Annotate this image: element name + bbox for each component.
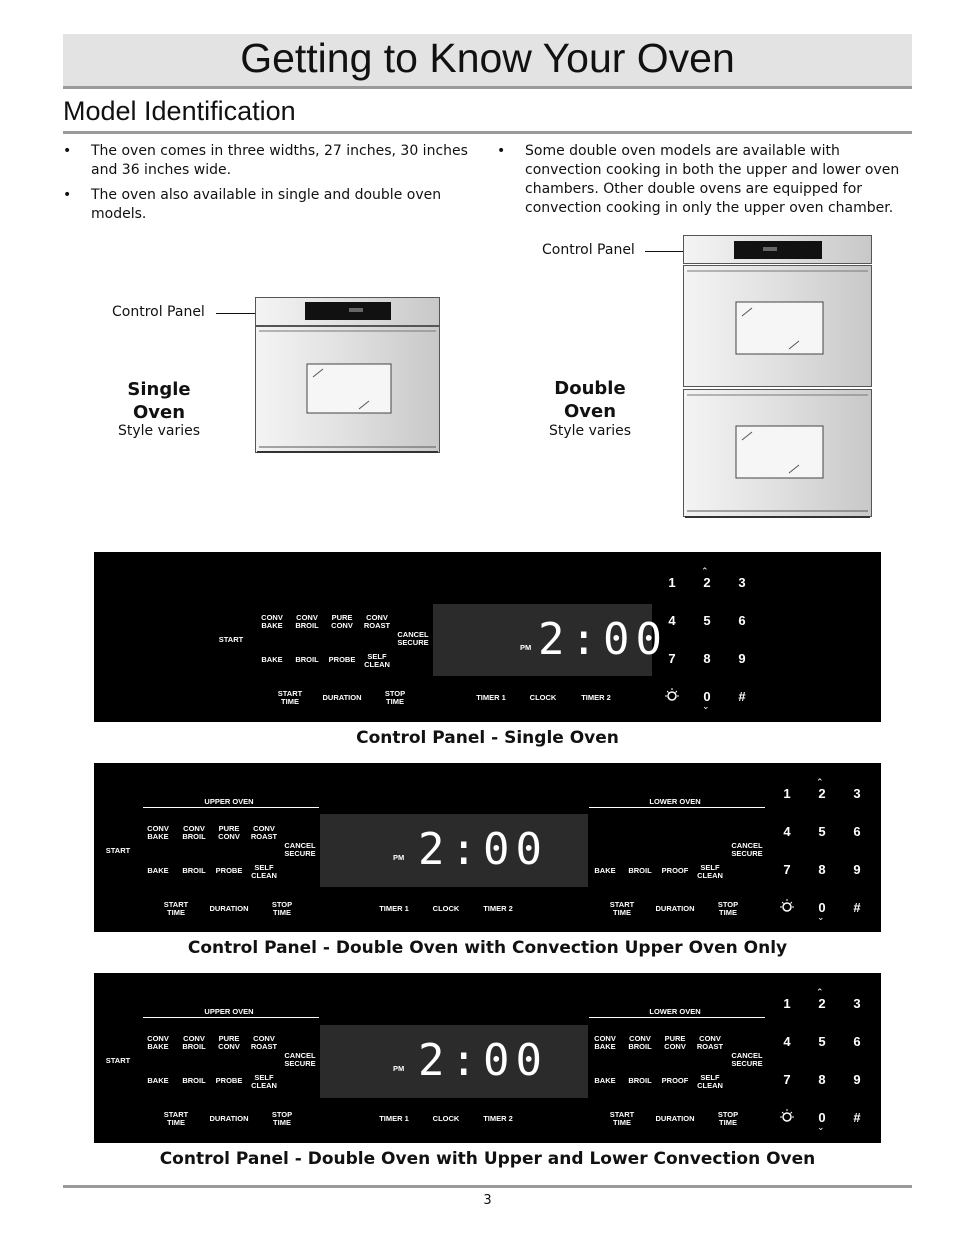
pure-conv-key[interactable]: PURE CONV: [218, 824, 240, 841]
page-title: Getting to Know Your Oven: [240, 35, 735, 81]
key-1[interactable]: 1: [783, 996, 791, 1011]
timer1-key[interactable]: TIMER 1: [379, 1114, 409, 1123]
up-arrow-icon: ⌃: [701, 566, 709, 576]
start-key[interactable]: START: [105, 1056, 131, 1065]
broil-key[interactable]: BROIL: [628, 866, 652, 875]
clock-display: 2:00: [418, 824, 548, 875]
double-oven-label: [530, 377, 650, 423]
key-0[interactable]: 0: [818, 900, 826, 915]
duration-key[interactable]: DURATION: [655, 904, 695, 913]
conv-broil-key[interactable]: CONV BROIL: [182, 1034, 206, 1051]
up-arrow-icon: ⌃: [816, 987, 824, 997]
key-8[interactable]: 8: [703, 651, 711, 666]
single-oven-label: [100, 378, 218, 424]
oven-name-line: Oven: [132, 402, 186, 423]
section-rule: [63, 131, 912, 134]
oven-name-line: Single: [127, 379, 191, 400]
down-arrow-icon: ⌄: [817, 912, 825, 922]
bullet-dot: •: [63, 143, 72, 159]
key-2[interactable]: 2: [818, 996, 826, 1011]
upper-oven-divider: [143, 1017, 319, 1018]
stop-time-key[interactable]: STOP TIME: [717, 900, 739, 917]
control-panel-double-both: [94, 973, 881, 1143]
bullet-text: The oven comes in three widths, 27 inches, 30 inches and 36 inches wide.: [91, 143, 468, 178]
page-number: 3: [483, 1193, 492, 1208]
double-oven-illustration: [683, 235, 873, 522]
key-5[interactable]: 5: [818, 1034, 826, 1049]
start-key[interactable]: START: [218, 635, 244, 644]
duration-key[interactable]: DURATION: [209, 904, 249, 913]
bullet-item: [63, 142, 483, 182]
control-panel-callout: Control Panel: [112, 304, 205, 320]
timer2-key[interactable]: TIMER 2: [483, 904, 513, 913]
conv-broil-key[interactable]: CONV BROIL: [182, 824, 206, 841]
key-0[interactable]: 0: [818, 1110, 826, 1125]
key-0[interactable]: 0: [703, 689, 711, 704]
key-9[interactable]: 9: [853, 1072, 861, 1087]
bullet-item: [497, 142, 912, 222]
bullet-dot: •: [63, 187, 72, 203]
broil-key[interactable]: BROIL: [182, 1076, 206, 1085]
key-7[interactable]: 7: [783, 1072, 791, 1087]
conv-roast-key[interactable]: CONV ROAST: [363, 613, 391, 630]
pure-conv-key[interactable]: PURE CONV: [664, 1034, 686, 1051]
cancel-secure-key[interactable]: CANCEL SECURE: [397, 630, 429, 647]
bake-key[interactable]: BAKE: [147, 1076, 169, 1085]
style-varies-note: Style varies: [117, 423, 201, 439]
conv-roast-key[interactable]: CONV ROAST: [696, 1034, 724, 1051]
panel-caption: Control Panel - Double Oven with Convection Upper Oven Only: [187, 938, 788, 958]
duration-key[interactable]: DURATION: [655, 1114, 695, 1123]
timer2-key[interactable]: TIMER 2: [483, 1114, 513, 1123]
key-1[interactable]: 1: [668, 575, 676, 590]
cancel-secure-key[interactable]: CANCEL SECURE: [731, 1051, 763, 1068]
key-4[interactable]: 4: [783, 824, 791, 839]
pm-indicator: PM: [393, 853, 405, 862]
timer1-key[interactable]: TIMER 1: [476, 693, 506, 702]
start-time-key[interactable]: START TIME: [609, 900, 635, 917]
conv-bake-key[interactable]: CONV BAKE: [261, 613, 283, 630]
key-9[interactable]: 9: [853, 862, 861, 877]
control-panel-single: [94, 552, 881, 722]
lower-oven-label: LOWER OVEN: [649, 1007, 701, 1016]
self-clean-key[interactable]: SELF CLEAN: [364, 652, 390, 669]
bullet-text: The oven also available in single and double oven models.: [91, 187, 442, 222]
key-8[interactable]: 8: [818, 862, 826, 877]
duration-key[interactable]: DURATION: [209, 1114, 249, 1123]
key-hash[interactable]: #: [738, 689, 746, 704]
oven-name-line: Double: [554, 378, 626, 399]
light-icon[interactable]: [664, 687, 680, 703]
key-6[interactable]: 6: [853, 824, 861, 839]
lower-oven-divider: [589, 807, 765, 808]
panel-caption: Control Panel - Double Oven with Upper and Lower Convection Oven: [159, 1149, 816, 1169]
upper-oven-label: UPPER OVEN: [204, 797, 254, 806]
key-3[interactable]: 3: [853, 786, 861, 801]
stop-time-key[interactable]: STOP TIME: [271, 1110, 293, 1127]
proof-key[interactable]: PROOF: [661, 1076, 689, 1085]
key-hash[interactable]: #: [853, 1110, 861, 1125]
panel-caption: Control Panel - Single Oven: [356, 728, 619, 748]
probe-key[interactable]: PROBE: [215, 866, 243, 875]
stop-time-key[interactable]: STOP TIME: [384, 689, 406, 706]
self-clean-key[interactable]: SELF CLEAN: [251, 1073, 277, 1090]
timer2-key[interactable]: TIMER 2: [581, 693, 611, 702]
bake-key[interactable]: BAKE: [147, 866, 169, 875]
key-5[interactable]: 5: [703, 613, 711, 628]
light-icon[interactable]: [779, 898, 795, 914]
conv-broil-key[interactable]: CONV BROIL: [628, 1034, 652, 1051]
key-4[interactable]: 4: [668, 613, 676, 628]
footer-rule: [63, 1185, 912, 1188]
conv-roast-key[interactable]: CONV ROAST: [250, 824, 278, 841]
pm-indicator: PM: [393, 1064, 405, 1073]
upper-oven-label: UPPER OVEN: [204, 1007, 254, 1016]
bake-key[interactable]: BAKE: [594, 1076, 616, 1085]
pure-conv-key[interactable]: PURE CONV: [331, 613, 353, 630]
clock-display: 2:00: [538, 614, 668, 665]
bullet-item: [63, 186, 483, 226]
proof-key[interactable]: PROOF: [661, 866, 689, 875]
stop-time-key[interactable]: STOP TIME: [717, 1110, 739, 1127]
conv-bake-key[interactable]: CONV BAKE: [594, 1034, 616, 1051]
cancel-secure-key[interactable]: CANCEL SECURE: [284, 841, 316, 858]
broil-key[interactable]: BROIL: [295, 655, 319, 664]
clock-key[interactable]: CLOCK: [432, 904, 460, 913]
control-panel-double-upper: [94, 763, 881, 932]
stop-time-key[interactable]: STOP TIME: [271, 900, 293, 917]
clock-display: 2:00: [418, 1035, 548, 1086]
probe-key[interactable]: PROBE: [215, 1076, 243, 1085]
key-2[interactable]: 2: [703, 575, 711, 590]
start-time-key[interactable]: START TIME: [163, 900, 189, 917]
start-key[interactable]: START: [105, 846, 131, 855]
bullet-dot: •: [497, 143, 506, 159]
key-7[interactable]: 7: [783, 862, 791, 877]
key-3[interactable]: 3: [853, 996, 861, 1011]
timer1-key[interactable]: TIMER 1: [379, 904, 409, 913]
clock-key[interactable]: CLOCK: [529, 693, 557, 702]
key-8[interactable]: 8: [818, 1072, 826, 1087]
conv-bake-key[interactable]: CONV BAKE: [147, 1034, 169, 1051]
style-varies-note: Style varies: [548, 423, 632, 439]
start-time-key[interactable]: START TIME: [609, 1110, 635, 1127]
start-time-key[interactable]: START TIME: [277, 689, 303, 706]
broil-key[interactable]: BROIL: [182, 866, 206, 875]
down-arrow-icon: ⌄: [817, 1122, 825, 1132]
display-screen: [433, 604, 668, 676]
cancel-secure-key[interactable]: CANCEL SECURE: [284, 1051, 316, 1068]
upper-oven-divider: [143, 807, 319, 808]
display-screen: [320, 814, 588, 887]
key-5[interactable]: 5: [818, 824, 826, 839]
self-clean-key[interactable]: SELF CLEAN: [697, 1073, 723, 1090]
key-6[interactable]: 6: [738, 613, 746, 628]
key-3[interactable]: 3: [738, 575, 746, 590]
light-icon[interactable]: [779, 1108, 795, 1124]
display-screen: [320, 1025, 588, 1098]
bake-key[interactable]: BAKE: [594, 866, 616, 875]
key-9[interactable]: 9: [738, 651, 746, 666]
bullet-text: Some double oven models are available with convection cooking in both the upper and lower oven chambers. Other double ovens are equipped for convection cooking in only the upper oven chamber.: [525, 143, 900, 216]
cancel-secure-key[interactable]: CANCEL SECURE: [731, 841, 763, 858]
key-6[interactable]: 6: [853, 1034, 861, 1049]
probe-key[interactable]: PROBE: [328, 655, 356, 664]
self-clean-key[interactable]: SELF CLEAN: [251, 863, 277, 880]
up-arrow-icon: ⌃: [816, 777, 824, 787]
pm-indicator: PM: [520, 643, 532, 652]
conv-bake-key[interactable]: CONV BAKE: [147, 824, 169, 841]
self-clean-key[interactable]: SELF CLEAN: [697, 863, 723, 880]
start-time-key[interactable]: START TIME: [163, 1110, 189, 1127]
key-hash[interactable]: #: [853, 900, 861, 915]
key-2[interactable]: 2: [818, 786, 826, 801]
conv-broil-key[interactable]: CONV BROIL: [295, 613, 319, 630]
pure-conv-key[interactable]: PURE CONV: [218, 1034, 240, 1051]
lower-oven-divider: [589, 1017, 765, 1018]
control-panel-callout: Control Panel: [542, 242, 635, 258]
duration-key[interactable]: DURATION: [322, 693, 362, 702]
key-4[interactable]: 4: [783, 1034, 791, 1049]
bake-key[interactable]: BAKE: [261, 655, 283, 664]
lower-oven-label: LOWER OVEN: [649, 797, 701, 806]
key-1[interactable]: 1: [783, 786, 791, 801]
single-oven-illustration: [255, 297, 440, 455]
clock-key[interactable]: CLOCK: [432, 1114, 460, 1123]
oven-name-line: Oven: [563, 401, 617, 422]
down-arrow-icon: ⌄: [702, 701, 710, 711]
broil-key[interactable]: BROIL: [628, 1076, 652, 1085]
section-heading: Model Identification: [63, 96, 296, 126]
key-7[interactable]: 7: [668, 651, 676, 666]
conv-roast-key[interactable]: CONV ROAST: [250, 1034, 278, 1051]
